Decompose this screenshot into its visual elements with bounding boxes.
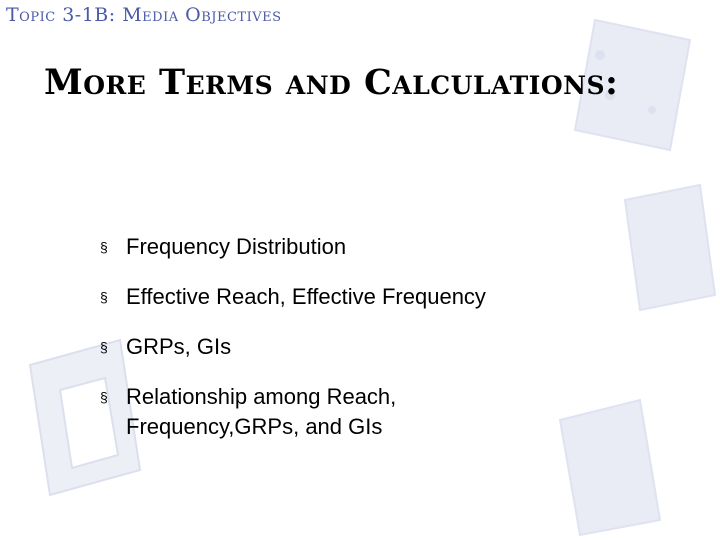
bullet-marker-icon: § [100,239,108,255]
slide-title: More Terms and Calculations: [44,62,619,103]
bullet-text: GRPs, GIs [126,334,232,359]
bullet-marker-icon: § [100,339,108,355]
bullet-text: Frequency Distribution [126,234,347,259]
bullet-text: Relationship among Reach, Frequency,GRPs, and GIs [126,384,397,439]
bullet-item [100,332,680,362]
bullet-item [100,232,680,262]
bullet-item [100,382,460,442]
bullet-list [100,232,680,462]
bullet-text: Effective Reach, Effective Frequency [126,284,486,309]
bullet-marker-icon: § [100,289,108,305]
bullet-item [100,282,680,312]
topic-header: Topic 3-1B: Media Objectives [6,4,282,26]
bullet-marker-icon: § [100,389,108,405]
